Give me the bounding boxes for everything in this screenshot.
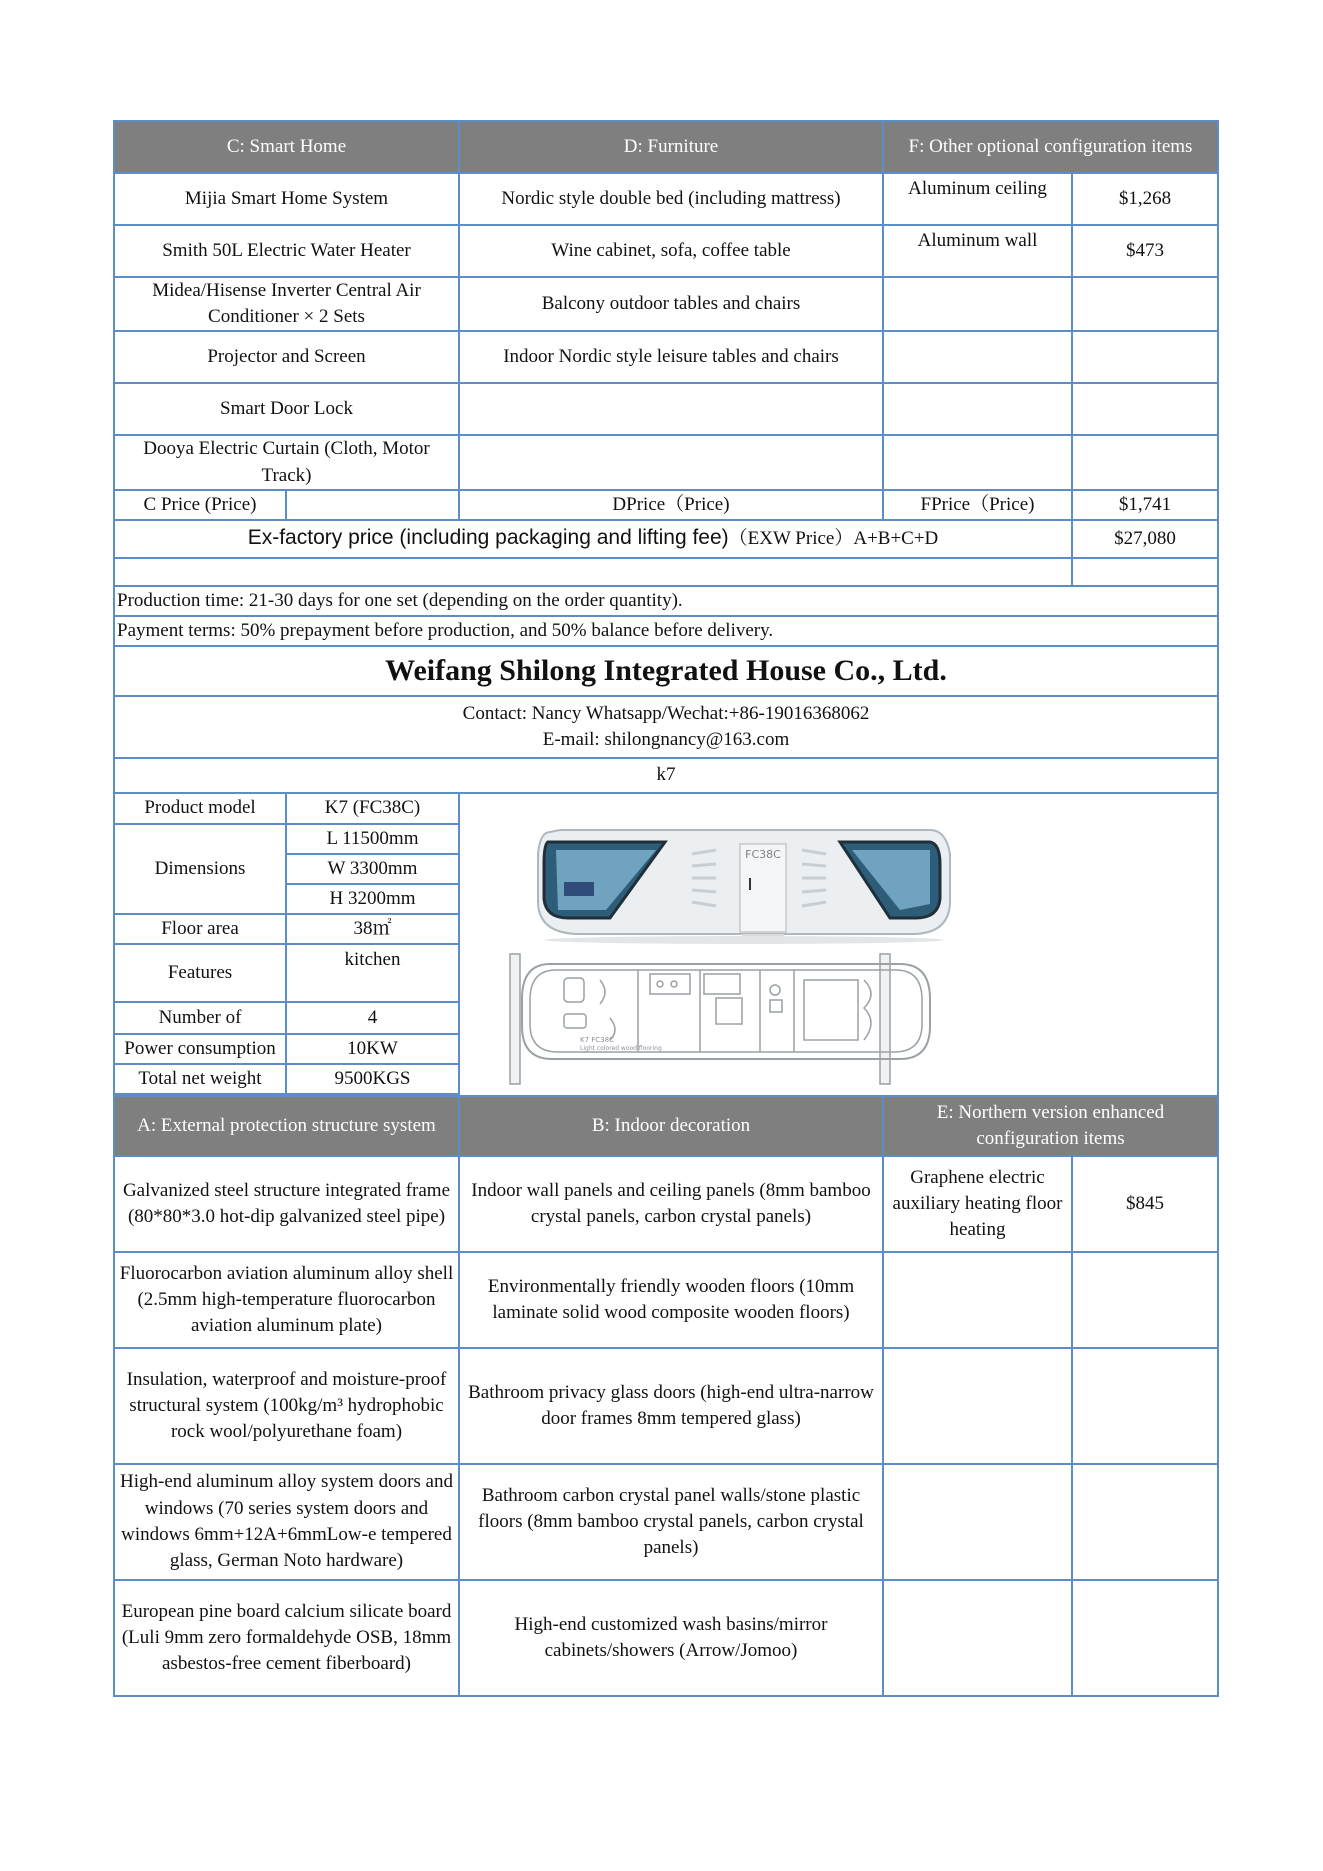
indoor-item: Bathroom privacy glass doors (high-end ultra-narrow door frames 8mm tempered glass) [459,1348,883,1464]
empty-row [114,558,1218,586]
house-exterior [538,830,950,944]
spec-row [114,793,1218,824]
contact-line: Contact: Nancy Whatsapp/Wechat:+86-19016368062 [462,702,870,724]
company-name: Weifang Shilong Integrated House Co., Ltd. [114,646,1218,696]
table-row [114,1252,1218,1348]
northern-item: Graphene electric auxiliary heating floor heating [883,1156,1072,1252]
dimensions-label: Dimensions [114,824,286,914]
optional-item: Aluminum ceiling [883,173,1072,225]
northern-price [1072,1464,1218,1580]
quotation-table [113,120,1219,1697]
smart-home-item: Mijia Smart Home System [114,173,459,225]
note-row [114,586,1218,616]
product-model-label: Product model [114,793,286,824]
furniture-item [459,383,883,435]
plan-label-model: K7 FC38C [580,1035,614,1044]
table-row [114,1348,1218,1464]
features-label: Features [114,944,286,1002]
door-label: FC38C [745,847,781,861]
weight-label: Total net weight [114,1064,286,1094]
external-item: European pine board calcium silicate board (Luli 9mm zero formaldehyde OSB, 18mm asbestos-free cement fiberboard) [114,1580,459,1696]
table-row [114,1156,1218,1252]
table-row [114,225,1218,277]
contact-cell [114,696,1218,758]
model-title: k7 [114,758,1218,793]
furniture-item [459,435,883,489]
table-row [114,1464,1218,1580]
northern-item [883,1348,1072,1464]
product-image-cell [459,793,1218,1096]
smart-home-header: C: Smart Home [114,121,459,173]
features-value: kitchen [286,944,459,1002]
smart-home-item: Midea/Hisense Inverter Central Air Conditioner × 2 Sets [114,277,459,331]
number-of-label: Number of [114,1002,286,1034]
indoor-item: High-end customized wash basins/mirror cabinets/showers (Arrow/Jomoo) [459,1580,883,1696]
other-optional-header: F: Other optional configuration items [883,121,1218,173]
optional-item [883,331,1072,383]
furniture-item: Wine cabinet, sofa, coffee table [459,225,883,277]
furniture-item: Nordic style double bed (including mattress) [459,173,883,225]
weight-value: 9500KGS [286,1064,459,1094]
table-row [114,277,1218,331]
product-image [460,794,1230,1094]
payment-terms: Payment terms: 50% prepayment before production, and 50% balance before delivery. [114,616,1218,646]
bottom-header-row [114,1096,1218,1156]
northern-price [1072,1580,1218,1696]
indoor-header: B: Indoor decoration [459,1096,883,1156]
f-price-label: FPrice（Price) [883,490,1072,520]
price-row [114,490,1218,520]
floor-plan [510,954,930,1084]
empty-cell [1072,558,1218,586]
northern-header: E: Northern version enhanced configuration items [883,1096,1218,1156]
optional-price [1072,277,1218,331]
optional-price [1072,331,1218,383]
northern-price [1072,1252,1218,1348]
email-line: E-mail: shilongnancy@163.com [542,728,790,750]
f-price-value: $1,741 [1072,490,1218,520]
exw-label-main: Ex-factory price (including packaging and lifting fee) [247,526,729,550]
c-price-label: C Price (Price) [114,490,286,520]
power-value: 10KW [286,1034,459,1064]
smart-home-item: Smith 50L Electric Water Heater [114,225,459,277]
floor-area-value: 38㎡ [286,914,459,944]
exw-row [114,520,1218,558]
optional-price [1072,435,1218,489]
number-of-value: 4 [286,1002,459,1034]
northern-item [883,1464,1072,1580]
top-header-row [114,121,1218,173]
northern-item [883,1252,1072,1348]
table-row [114,435,1218,489]
optional-item [883,383,1072,435]
external-item: High-end aluminum alloy system doors and windows (70 series system doors and windows 6mm+12A+6mmLow-e tempered glass, German Noto hardware) [114,1464,459,1580]
exw-label-formula: （EXW Price）A+B+C+D [728,528,939,550]
c-price-value [286,490,459,520]
table-row [114,173,1218,225]
indoor-item: Indoor wall panels and ceiling panels (8mm bamboo crystal panels, carbon crystal panels) [459,1156,883,1252]
smart-home-item: Projector and Screen [114,331,459,383]
note-row [114,616,1218,646]
northern-price [1072,1348,1218,1464]
northern-price: $845 [1072,1156,1218,1252]
plan-label-floor: Light colored wood flooring [580,1044,662,1052]
product-model-value: K7 (FC38C) [286,793,459,824]
model-title-row [114,758,1218,793]
indoor-item: Environmentally friendly wooden floors (10mm laminate solid wood composite wooden floors) [459,1252,883,1348]
d-price-label: DPrice（Price) [459,490,883,520]
smart-home-item: Dooya Electric Curtain (Cloth, Motor Track) [114,435,459,489]
optional-item: Aluminum wall [883,225,1072,277]
furniture-header: D: Furniture [459,121,883,173]
furniture-item: Balcony outdoor tables and chairs [459,277,883,331]
northern-item [883,1580,1072,1696]
width-value: W 3300mm [286,854,459,884]
table-row [114,331,1218,383]
external-header: A: External protection structure system [114,1096,459,1156]
external-item: Galvanized steel structure integrated frame (80*80*3.0 hot-dip galvanized steel pipe) [114,1156,459,1252]
smart-home-item: Smart Door Lock [114,383,459,435]
table-row [114,383,1218,435]
optional-price: $473 [1072,225,1218,277]
production-time: Production time: 21-30 days for one set (depending on the order quantity). [114,586,1218,616]
length-value: L 11500mm [286,824,459,854]
furniture-item: Indoor Nordic style leisure tables and chairs [459,331,883,383]
optional-price: $1,268 [1072,173,1218,225]
exw-value: $27,080 [1072,520,1218,558]
optional-item [883,435,1072,489]
floor-area-label: Floor area [114,914,286,944]
external-item: Fluorocarbon aviation aluminum alloy shell (2.5mm high-temperature fluorocarbon aviation aluminum plate) [114,1252,459,1348]
external-item: Insulation, waterproof and moisture-proof structural system (100kg/m³ hydrophobic rock wool/polyurethane foam) [114,1348,459,1464]
exw-label [114,520,1072,558]
optional-item [883,277,1072,331]
indoor-item: Bathroom carbon crystal panel walls/stone plastic floors (8mm bamboo crystal panels, carbon crystal panels) [459,1464,883,1580]
company-row [114,646,1218,696]
height-value: H 3200mm [286,884,459,914]
table-row [114,1580,1218,1696]
optional-price [1072,383,1218,435]
power-label: Power consumption [114,1034,286,1064]
quotation-sheet [113,120,1217,1697]
contact-row [114,696,1218,758]
empty-cell [114,558,1072,586]
